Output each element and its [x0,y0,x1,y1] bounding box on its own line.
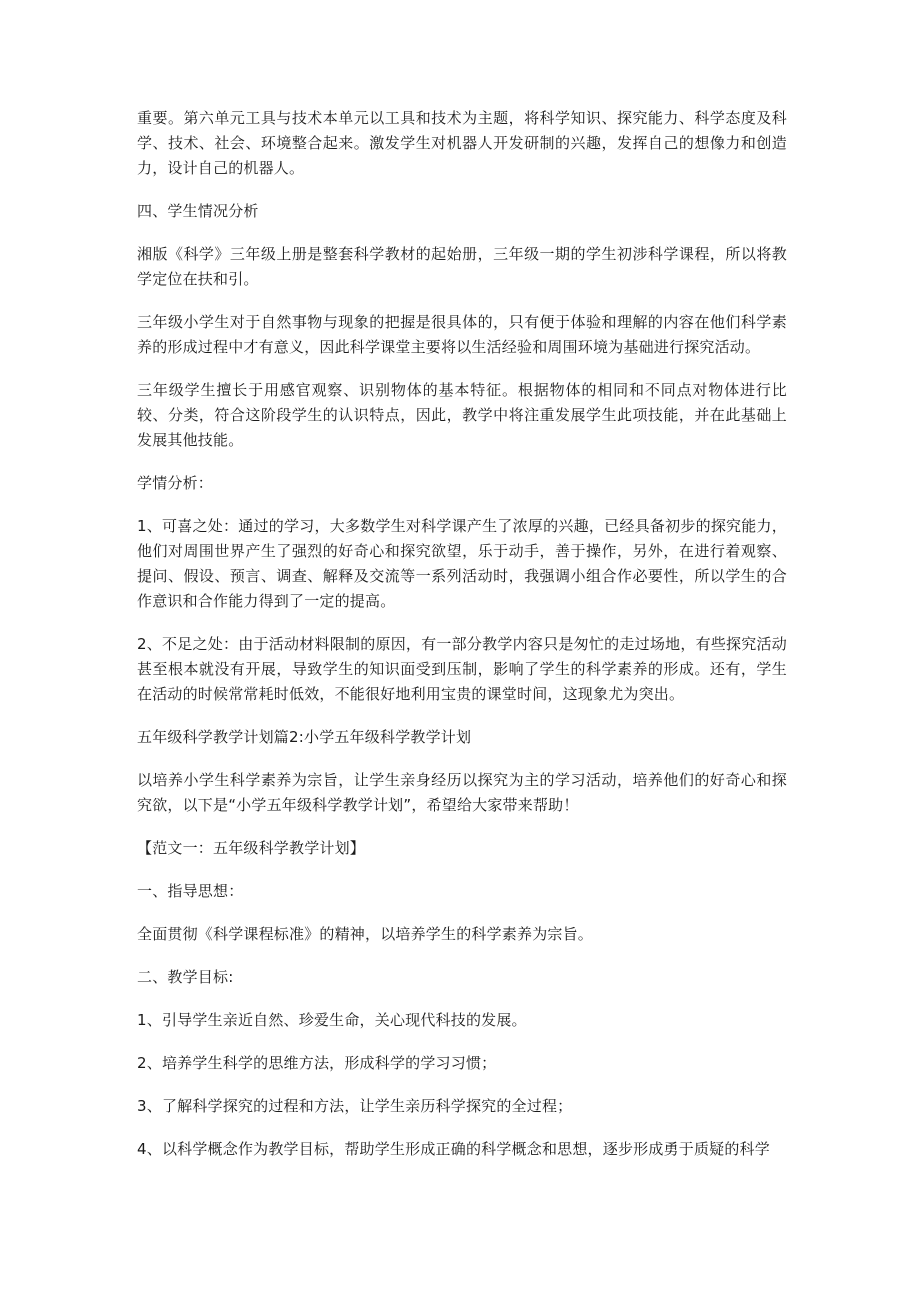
heading-teaching-goals: 二、教学目标: [137,968,234,986]
paragraph-grade-three-cognition: 三年级小学生对于自然事物与现象的把握是很具体的，只有便于体验和理解的内容在他们科学素养的形成过程中才有意义，因此科学课堂主要将以生活经验和周围环境为基础进行探究活动。 [137,313,787,356]
paragraph-weaknesses: 2、不足之处：由于活动材料限制的原因，有一部分教学内容只是匆忙的走过场地，有些探究活动甚至根本就没有开展，导致学生的知识面受到压制，影响了学生的科学素养的形成。还有，学生在活动的时候常常耗时低效，不能很好地利用宝贵的课堂时间，这现象尤为突出。 [137,635,787,703]
heading-student-analysis: 四、学生情况分析 [137,202,259,220]
heading-guiding-ideology: 一、指导思想： [137,882,244,900]
heading-grade-five-plan: 五年级科学教学计划篇2:小学五年级科学教学计划 [137,728,472,746]
document-body [137,106,787,1180]
list-item-goal-3: 3、了解科学探究的过程和方法，让学生亲历科学探究的全过程； [137,1097,573,1115]
paragraph-grade-three-skills: 三年级学生擅长于用感官观察、识别物体的基本特征。根据物体的相同和不同点对物体进行比较、分类，符合这阶段学生的认识特点，因此，教学中将注重发展学生此项技能，并在此基础上发展其他技能。 [137,381,787,449]
paragraph-strengths: 1、可喜之处：通过的学习，大多数学生对科学课产生了浓厚的兴趣，已经具备初步的探究能力，他们对周围世界产生了强烈的好奇心和探究欲望，乐于动手，善于操作，另外，在进行着观察、提问、假设、预言、调查、解释及交流等一系列活动时，我强调小组合作必要性，所以学生的合作意识和合作能力得到了一定的提高。 [137,517,787,610]
paragraph-grade-five-intro: 以培养小学生科学素养为宗旨，让学生亲身经历以探究为主的学习活动，培养他们的好奇心和探究欲，以下是“小学五年级科学教学计划”，希望给大家带来帮助！ [137,771,787,814]
paragraph-guiding-ideology: 全面贯彻《科学课程标准》的精神，以培养学生的科学素养为宗旨。 [137,925,594,943]
paragraph-unit-six-summary: 重要。第六单元工具与技术本单元以工具和技术为主题，将科学知识、探究能力、科学态度及科学、技术、社会、环境整合起来。激发学生对机器人开发研制的兴趣，发挥自己的想像力和创造力，设计自己的机器人。 [137,109,787,177]
paragraph-textbook-intro: 湘版《科学》三年级上册是整套科学教材的起始册，三年级一期的学生初涉科学课程，所以将教学定位在扶和引。 [137,245,787,288]
heading-sample-one: 【范文一：五年级科学教学计划】 [137,839,366,857]
list-item-goal-2: 2、培养学生科学的思维方法，形成科学的学习习惯； [137,1054,497,1072]
list-item-goal-4: 4、以科学概念作为教学目标，帮助学生形成正确的科学概念和思想，逐步形成勇于质疑的科学 [137,1140,770,1158]
list-item-goal-1: 1、引导学生亲近自然、珍爱生命，关心现代科技的发展。 [137,1011,527,1029]
heading-learning-analysis: 学情分析： [137,474,214,492]
